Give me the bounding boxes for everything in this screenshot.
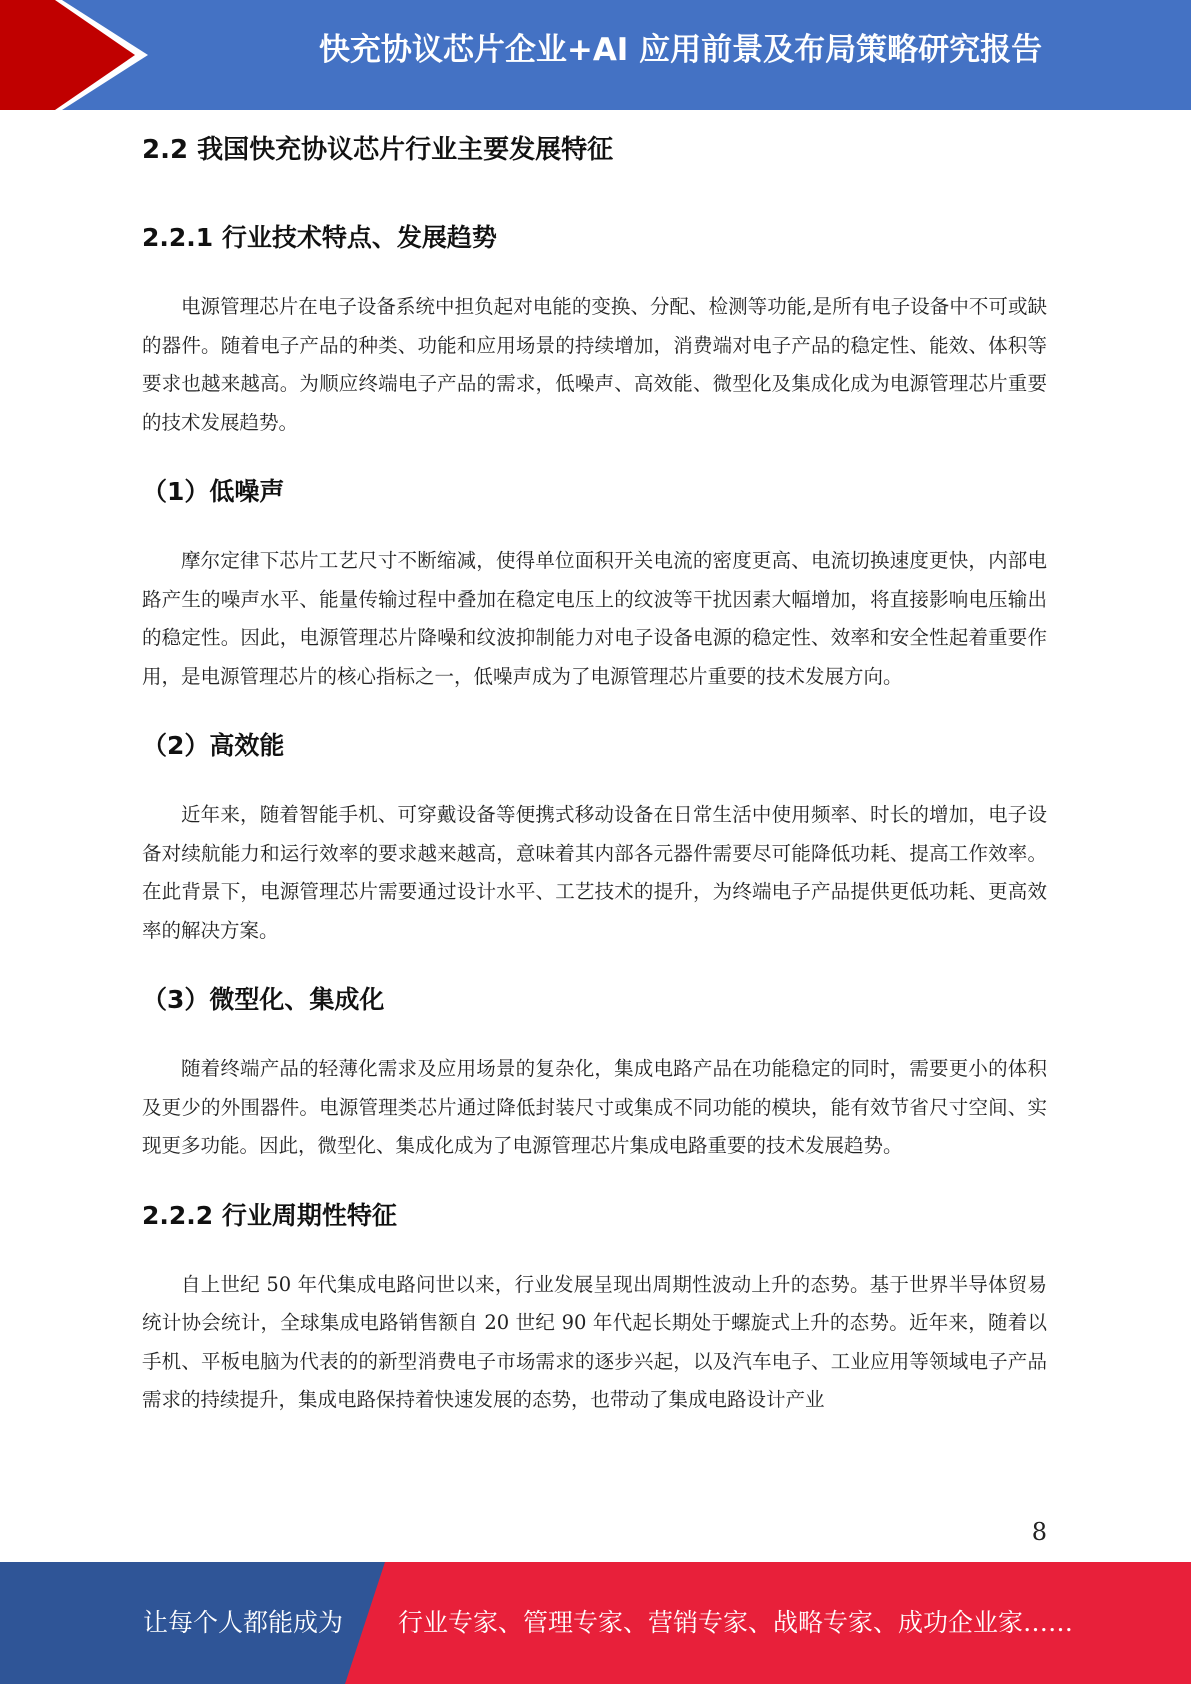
paragraph-intro: 电源管理芯片在电子设备系统中担负起对电能的变换、分配、检测等功能,是所有电子设备中不可或缺的器件。随着电子产品的种类、功能和应用场景的持续增加，消费端对电子产品的稳定性、能效、体积等要求也越来越高。为顺应终端电子产品的需求，低噪声、高效能、微型化及集成化成为电源管理芯片重要的技术发展趋势。 <box>142 295 1047 434</box>
section-heading-2-2: 2.2 我国快充协议芯片行业主要发展特征 <box>142 135 614 165</box>
page-content <box>142 118 1047 1440</box>
paragraph-low-noise: 摩尔定律下芯片工艺尺寸不断缩减，使得单位面积开关电流的密度更高、电流切换速度更快，内部电路产生的噪声水平、能量传输过程中叠加在稳定电压上的纹波等干扰因素大幅增加，将直接影响电压输出的稳定性。因此，电源管理芯片降噪和纹波抑制能力对电子设备电源的稳定性、效率和安全性起着重要作用，是电源管理芯片的核心指标之一，低噪声成为了电源管理芯片重要的技术发展方向。 <box>142 549 1047 688</box>
item-heading-high-efficiency: （2）高效能 <box>142 731 285 760</box>
report-title: 快充协议芯片企业+AI 应用前景及布局策略研究报告 <box>318 32 1043 68</box>
page-number: 8 <box>1031 1518 1047 1546</box>
item-heading-miniaturization: （3）微型化、集成化 <box>142 985 385 1014</box>
section-heading-2-2-1: 2.2.1 行业技术特点、发展趋势 <box>142 223 497 252</box>
paragraph-cyclicality: 自上世纪 50 年代集成电路问世以来，行业发展呈现出周期性波动上升的态势。基于世界半导体贸易统计协会统计，全球集成电路销售额自 20 世纪 90 年代起长期处于螺旋式上升的态势。近年来，随着以手机、平板电脑为代表的的新型消费电子市场需求的逐步兴起，以及汽车电子、工业应用等领域电子产品需求的持续提升，集成电路保持着快速发展的态势，也带动了集成电路设计产业 <box>142 1272 1047 1411</box>
footer-slogan-left: 让每个人都能成为 <box>143 1608 344 1637</box>
footer-slogan-right: 行业专家、管理专家、营销专家、战略专家、成功企业家…… <box>398 1608 1074 1637</box>
footer-banner <box>0 1562 1191 1684</box>
section-heading-2-2-2: 2.2.2 行业周期性特征 <box>142 1200 397 1230</box>
item-heading-low-noise: （1）低噪声 <box>142 477 285 506</box>
paragraph-miniaturization: 随着终端产品的轻薄化需求及应用场景的复杂化，集成电路产品在功能稳定的同时，需要更小的体积及更少的外围器件。电源管理类芯片通过降低封装尺寸或集成不同功能的模块，能有效节省尺寸空间、实现更多功能。因此，微型化、集成化成为了电源管理芯片集成电路重要的技术发展趋势。 <box>142 1057 1047 1157</box>
paragraph-high-efficiency: 近年来，随着智能手机、可穿戴设备等便携式移动设备在日常生活中使用频率、时长的增加，电子设备对续航能力和运行效率的要求越来越高，意味着其内部各元器件需要尽可能降低功耗、提高工作效率。在此背景下，电源管理芯片需要通过设计水平、工艺技术的提升，为终端电子产品提供更低功耗、更高效率的解决方案。 <box>142 803 1047 942</box>
header-banner <box>0 0 1191 110</box>
